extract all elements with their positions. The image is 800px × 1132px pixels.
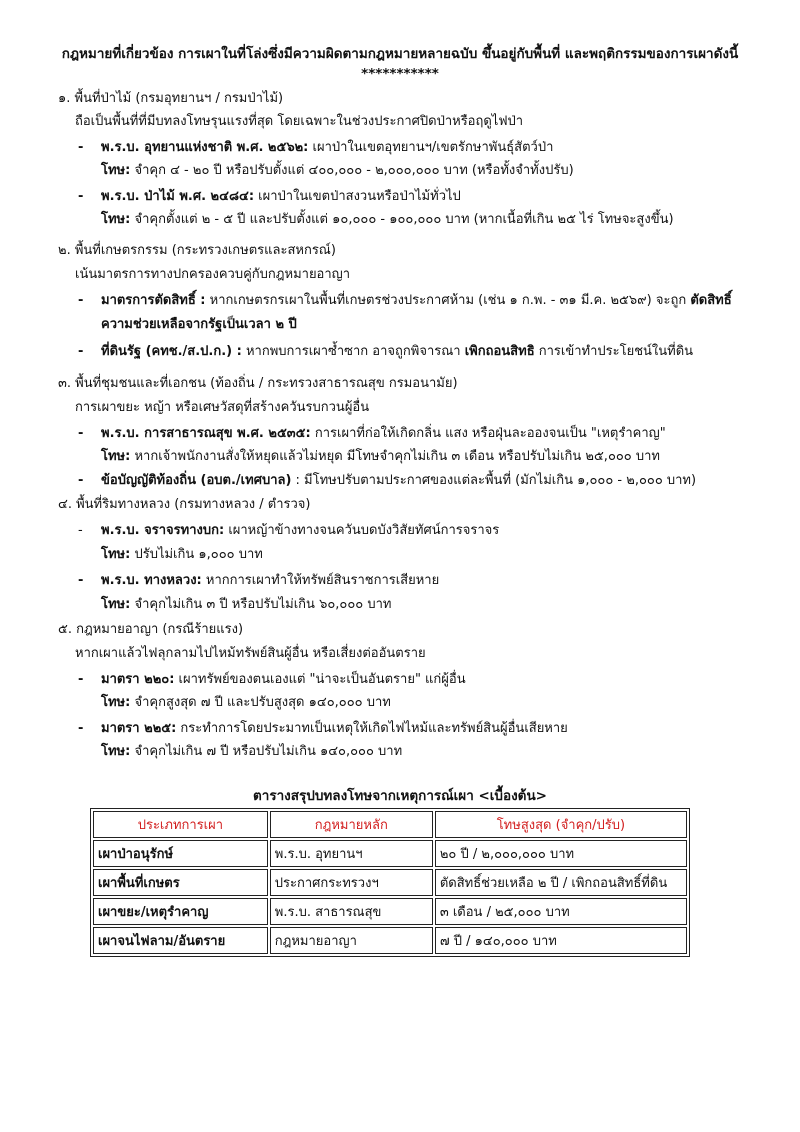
section-1-item-2 <box>101 188 461 206</box>
penalty-label: โทษ: <box>101 449 131 464</box>
penalty-text: ปรับไม่เกิน ๑,๐๐๐ บาท <box>130 547 263 562</box>
penalty-text: จำคุกตั้งแต่ ๒ - ๕ ปี และปรับตั้งแต่ ๑๐,๐๐๐ - ๑๐๐,๐๐๐ บาท (หากเนื้อที่เกิน ๒๕ ไร่ โทษจะสูงขึ้น) <box>130 212 674 227</box>
table-row <box>93 898 687 925</box>
bullet-dash: - <box>78 140 84 155</box>
section-2-item-2 <box>101 343 693 361</box>
bullet-dash: - <box>78 523 83 538</box>
penalty-text: จำคุกไม่เกิน ๓ ปี หรือปรับไม่เกิน ๖๐,๐๐๐ บาท <box>130 597 392 612</box>
measure-description-tail: การเข้าทำประโยชน์ในที่ดิน <box>534 344 694 359</box>
title-separator: *********** <box>361 66 439 82</box>
section-5-heading: ๕. กฎหมายอาญา (กรณีร้ายแรง) <box>58 622 244 637</box>
section-2-item-1-continued: ความช่วยเหลือจากรัฐเป็นเวลา ๒ ปี <box>101 317 297 332</box>
section-5-intro: หากเผาแล้วไฟลุกลามไปไหม้ทรัพย์สินผู้อื่น หรือเสี่ยงต่ออันตราย <box>75 646 426 661</box>
emphasis-text: ตัดสิทธิ์ <box>690 293 732 308</box>
penalty-text: จำคุก ๔ - ๒๐ ปี หรือปรับตั้งแต่ ๔๐๐,๐๐๐ - ๒,๐๐๐,๐๐๐ บาท (หรือทั้งจำทั้งปรับ) <box>130 163 574 178</box>
table-cell: พ.ร.บ. สาธารณสุข <box>270 898 433 925</box>
penalty-text: หากเจ้าพนักงานสั่งให้หยุดแล้วไม่หยุด มีโทษจำคุกไม่เกิน ๓ เดือน หรือปรับไม่เกิน ๒๕,๐๐๐ บาท <box>130 449 660 464</box>
section-4-heading: ๔. พื้นที่ริมทางหลวง (กรมทางหลวง / ตำรวจ) <box>58 497 311 512</box>
penalty-label: โทษ: <box>101 163 131 178</box>
law-name: มาตรา ๒๒๐: <box>101 672 175 687</box>
section-1-intro: ถือเป็นพื้นที่ที่มีบทลงโทษรุนแรงที่สุด โดยเฉพาะในช่วงประกาศปิดป่าหรือฤดูไฟป่า <box>75 114 524 129</box>
measure-description: หากเกษตรกรเผาในพื้นที่เกษตรช่วงประกาศห้าม (เช่น ๑ ก.พ. - ๓๑ มี.ค. ๒๕๖๙) จะถูก <box>205 293 691 308</box>
bullet-dash: - <box>78 189 84 204</box>
section-1-item-1 <box>101 139 553 157</box>
law-description: หากการเผาทำให้ทรัพย์สินราชการเสียหาย <box>201 573 440 588</box>
summary-table-caption: ตารางสรุปบทลงโทษจากเหตุการณ์เผา <เบื้องต้น> <box>253 788 547 804</box>
section-3-intro: การเผาขยะ หญ้า หรือเศษวัสดุที่สร้างควันรบกวนผู้อื่น <box>75 400 370 415</box>
penalty-label: โทษ: <box>101 547 131 562</box>
law-name: ข้อบัญญัติท้องถิ่น (อบต./เทศบาล) <box>101 473 292 488</box>
section-4-item-1 <box>101 522 499 540</box>
table-cell: ๒๐ ปี / ๒,๐๐๐,๐๐๐ บาท <box>435 840 687 867</box>
law-description: เผาทรัพย์ของตนเองแต่ "น่าจะเป็นอันตราย" แก่ผู้อื่น <box>174 672 466 687</box>
bullet-dash: - <box>78 473 84 488</box>
penalty-label: โทษ: <box>101 212 131 227</box>
section-1-heading: ๑. พื้นที่ป่าไม้ (กรมอุทยานฯ / กรมป่าไม้) <box>58 91 284 106</box>
law-description: เผาป่าในเขตอุทยานฯ/เขตรักษาพันธุ์สัตว์ป่า <box>308 140 554 155</box>
table-cell: ๓ เดือน / ๒๕,๐๐๐ บาท <box>435 898 687 925</box>
table-cell: ประกาศกระทรวงฯ <box>270 869 433 896</box>
table-cell: พ.ร.บ. อุทยานฯ <box>270 840 433 867</box>
section-1-item-1-penalty <box>101 162 574 180</box>
penalty-text: จำคุกไม่เกิน ๗ ปี หรือปรับไม่เกิน ๑๔๐,๐๐๐ บาท <box>130 744 403 759</box>
section-5-item-1-penalty <box>101 694 391 712</box>
section-3-item-1 <box>101 425 666 443</box>
bullet-dash: - <box>78 426 84 441</box>
table-cell: ตัดสิทธิ์ช่วยเหลือ ๒ ปี / เพิกถอนสิทธิ์ที่ดิน <box>435 869 687 896</box>
summary-table <box>90 808 690 957</box>
law-description: : มีโทษปรับตามประกาศของแต่ละพื้นที่ (มักไม่เกิน ๑,๐๐๐ - ๒,๐๐๐ บาท) <box>291 473 697 488</box>
penalty-text: จำคุกสูงสุด ๗ ปี และปรับสูงสุด ๑๔๐,๐๐๐ บาท <box>130 695 391 710</box>
document-title: กฎหมายที่เกี่ยวข้อง การเผาในที่โล่งซึ่งมีความผิดตามกฎหมายหลายฉบับ ขึ้นอยู่กับพื้นที่ และพฤติกรรมของการเผาดังนี้ <box>61 46 739 62</box>
table-cell: เผาขยะ/เหตุรำคาญ <box>93 898 268 925</box>
section-4-item-2-penalty <box>101 596 391 614</box>
table-cell: เผาจนไฟลาม/อันตราย <box>93 927 268 954</box>
law-name: พ.ร.บ. ป่าไม้ พ.ศ. ๒๔๘๔: <box>101 189 255 204</box>
table-header-row <box>93 811 687 838</box>
section-2-heading: ๒. พื้นที่เกษตรกรรม (กระทรวงเกษตรและสหกรณ์) <box>58 243 336 258</box>
section-5-item-1 <box>101 671 466 689</box>
law-name: พ.ร.บ. การสาธารณสุข พ.ศ. ๒๕๓๕: <box>101 426 311 441</box>
emphasis-text: เพิกถอนสิทธิ <box>464 344 535 359</box>
column-header: โทษสูงสุด (จำคุก/ปรับ) <box>435 811 687 838</box>
bullet-dash: - <box>78 344 84 359</box>
bullet-dash: - <box>78 293 84 308</box>
table-cell: เผาป่าอนุรักษ์ <box>93 840 268 867</box>
section-3-item-2 <box>101 472 696 490</box>
section-4-item-1-penalty <box>101 546 263 564</box>
column-header: กฎหมายหลัก <box>270 811 433 838</box>
section-3-item-1-penalty <box>101 448 660 466</box>
section-2-item-1 <box>101 292 732 310</box>
law-description: กระทำการโดยประมาทเป็นเหตุให้เกิดไฟไหม้และทรัพย์สินผู้อื่นเสียหาย <box>176 721 568 736</box>
section-2-intro: เน้นมาตรการทางปกครองควบคู่กับกฎหมายอาญา <box>75 267 351 282</box>
measure-description: หากพบการเผาซ้ำซาก อาจถูกพิจารณา <box>241 344 465 359</box>
table-cell: กฎหมายอาญา <box>270 927 433 954</box>
penalty-label: โทษ: <box>101 597 131 612</box>
table-cell: ๗ ปี / ๑๔๐,๐๐๐ บาท <box>435 927 687 954</box>
law-description: เผาหญ้าข้างทางจนควันบดบังวิสัยทัศน์การจราจร <box>224 523 500 538</box>
penalty-label: โทษ: <box>101 695 131 710</box>
section-3-heading: ๓. พื้นที่ชุมชนและที่เอกชน (ท้องถิ่น / กระทรวงสาธารณสุข กรมอนามัย) <box>58 376 458 391</box>
measure-name: ที่ดินรัฐ (คทช./ส.ป.ก.) : <box>101 344 242 359</box>
law-name: พ.ร.บ. ทางหลวง: <box>101 573 202 588</box>
section-5-item-2-penalty <box>101 743 402 761</box>
table-cell: เผาพื้นที่เกษตร <box>93 869 268 896</box>
section-5-item-2 <box>101 720 568 738</box>
bullet-dash: - <box>78 573 84 588</box>
table-row <box>93 927 687 954</box>
law-description: การเผาที่ก่อให้เกิดกลิ่น แสง หรือฝุ่นละอองจนเป็น "เหตุรำคาญ" <box>310 426 666 441</box>
column-header: ประเภทการเผา <box>93 811 268 838</box>
table-row <box>93 869 687 896</box>
section-4-item-2 <box>101 572 439 590</box>
law-name: พ.ร.บ. อุทยานแห่งชาติ พ.ศ. ๒๕๖๒: <box>101 140 309 155</box>
law-name: มาตรา ๒๒๕: <box>101 721 177 736</box>
bullet-dash: - <box>78 721 84 736</box>
bullet-dash: - <box>78 672 84 687</box>
table-row <box>93 840 687 867</box>
law-name: พ.ร.บ. จราจรทางบก: <box>101 523 225 538</box>
section-1-item-2-penalty <box>101 211 674 229</box>
law-description: เผาป่าในเขตป่าสงวนหรือป่าไม้ทั่วไป <box>254 189 461 204</box>
penalty-label: โทษ: <box>101 744 131 759</box>
measure-name: มาตรการตัดสิทธิ์ : <box>101 293 206 308</box>
